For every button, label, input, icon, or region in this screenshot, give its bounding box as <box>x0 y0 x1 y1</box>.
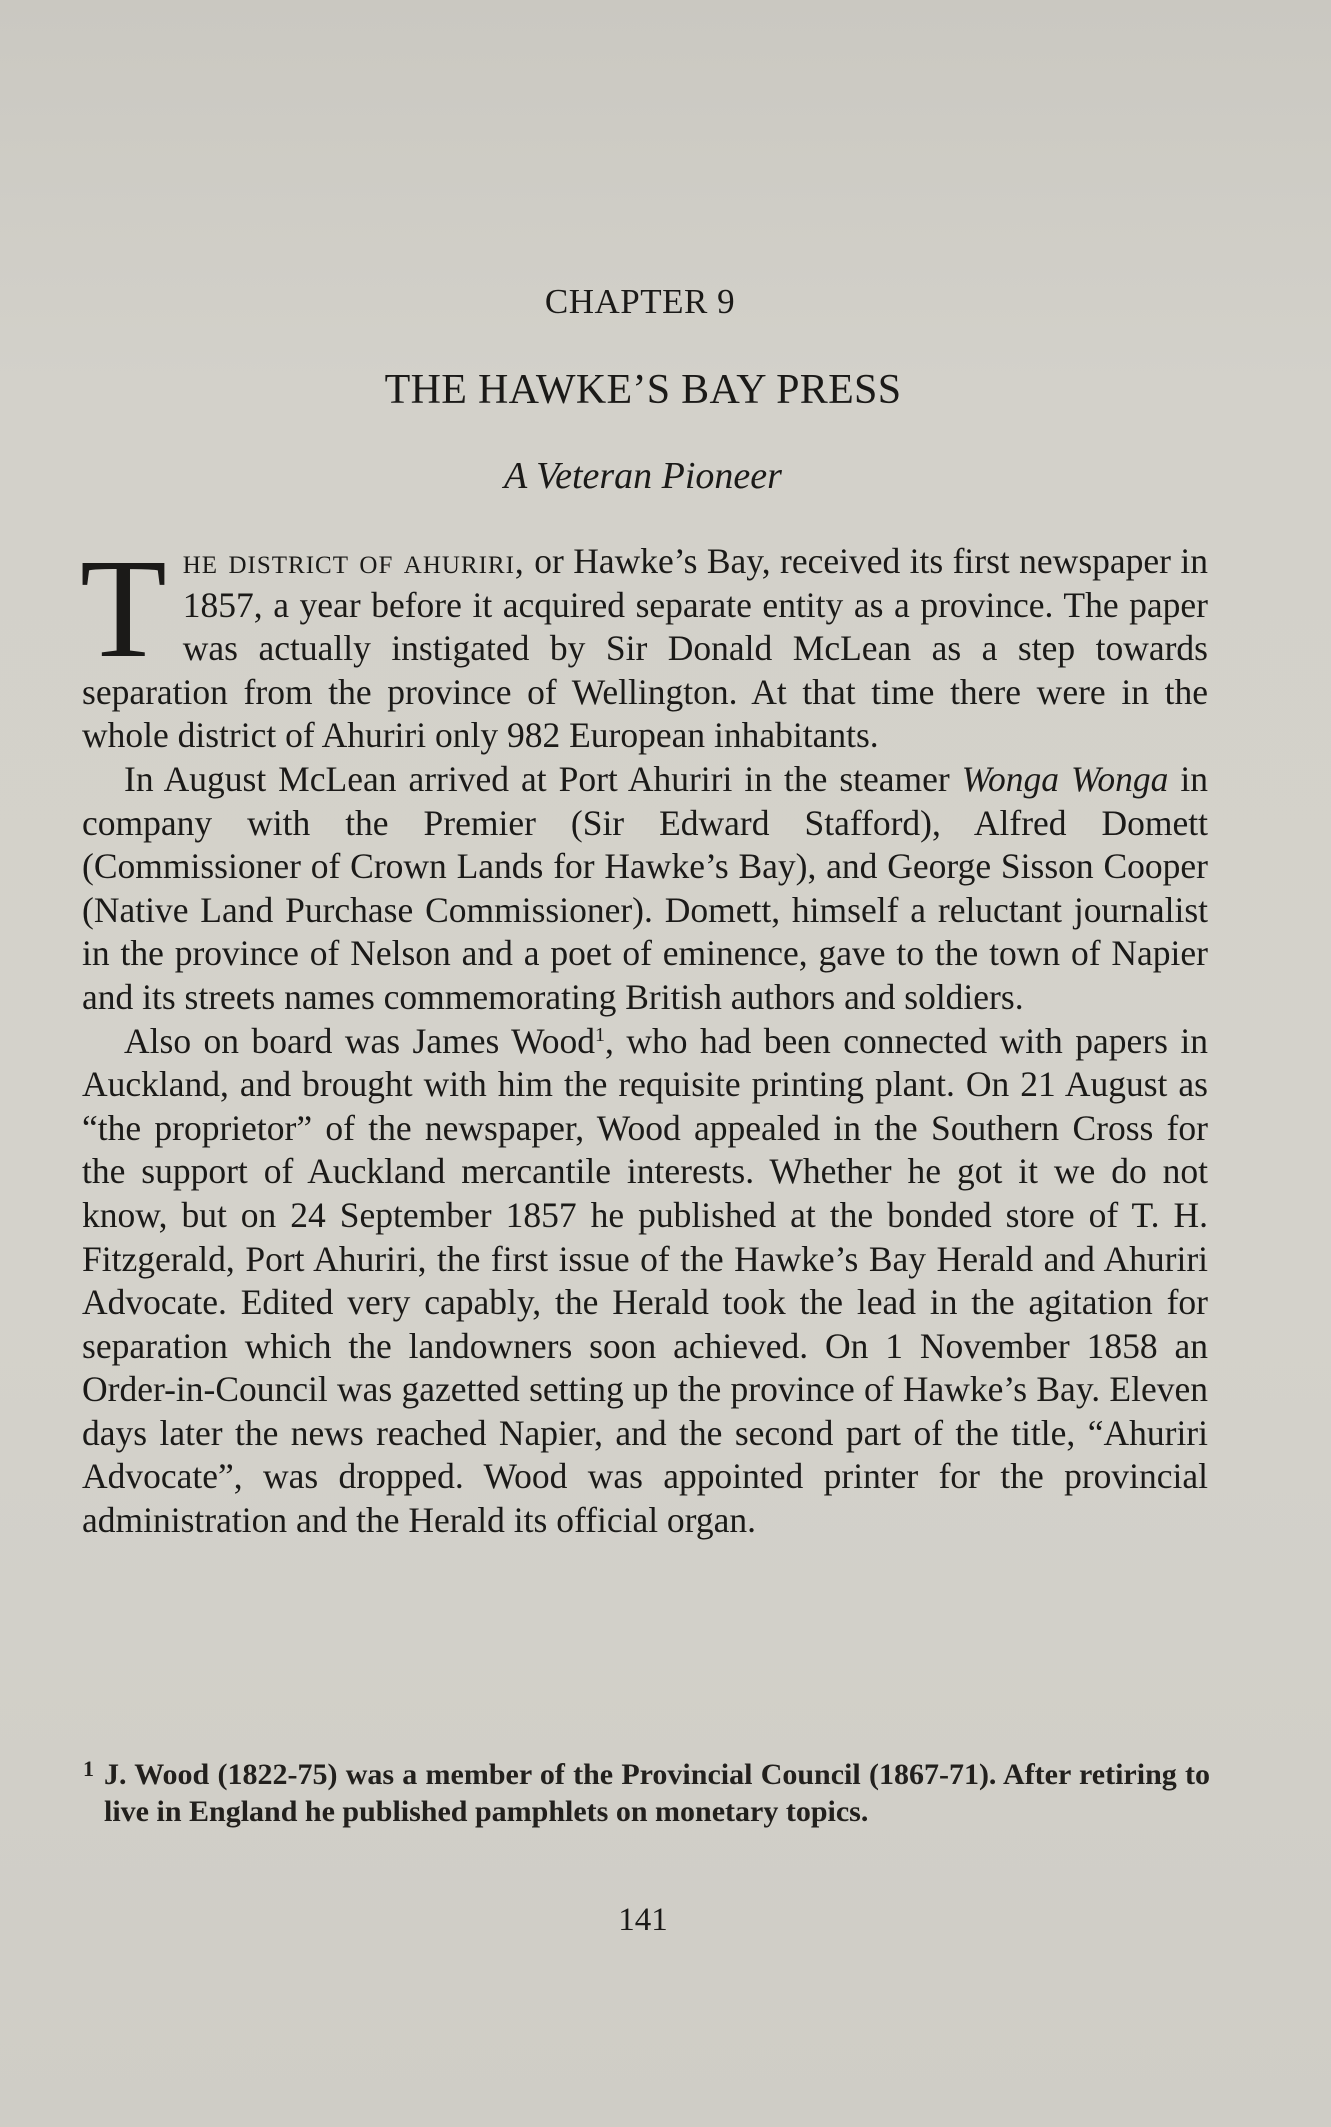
chapter-subtitle: A Veteran Pioneer <box>504 455 782 497</box>
paragraph-3-rest: , who had been connected with papers in Auckland, and brought with him the requisite printing plant. On 21 August as “the proprietor” of the newspaper, Wood appealed in the Southern Cross for the support of Auckland mercantile interests. Whether he got it we do not know, but on 24 September 1857 he published at the bonded store of T. H. Fitzgerald, Port Ahuriri, the first issue of the Hawke’s Bay Herald and Ahuriri Advocate. Edited very capably, the Herald took the lead in the agitation for separation which the landowners soon achieved. On 1 November 1858 an Order-in-Council was gazetted setting up the province of Hawke’s Bay. Eleven days later the news reached Napier, and the second part of the title, “Ahuriri Advocate”, was dropped. Wood was appointed printer for the provincial administration and the Herald its official organ. <box>82 1020 1208 1541</box>
body-text <box>80 529 1208 1543</box>
paragraph-2-rest: in company with the Premier (Sir Edward Stafford), Alfred Domett (Commissioner of Crown Lands for Hawke’s Bay), and George Sisson Cooper (Native Land Purchase Commissioner). Domett, himself a reluctant journalist in the province of Nelson and a poet of eminence, gave to the town of Napier and its streets names commemorating British authors and soldiers. <box>82 758 1208 1017</box>
footnote-text: J. Wood (1822-75) was a member of the Provincial Council (1867-71). After retiring to live in England he published pamphlets on monetary topics. <box>104 1758 1210 1828</box>
footnote-mark: 1 <box>83 1756 94 1781</box>
paragraph-1 <box>80 529 1208 758</box>
paragraph-3-lead: Also on board was James Wood <box>124 1020 596 1061</box>
ship-name: Wonga Wonga <box>961 758 1169 799</box>
footnote <box>83 1756 1210 1830</box>
chapter-label: CHAPTER 9 <box>544 282 736 321</box>
chapter-title: THE HAWKE’S BAY PRESS <box>384 367 902 413</box>
paragraph-2 <box>82 758 1208 1020</box>
paragraph-3 <box>82 1020 1208 1543</box>
drop-cap: T <box>80 529 167 687</box>
page-number: 141 <box>618 1902 668 1938</box>
paragraph-1-text: or Hawke’s Bay, received its first newspaper in 1857, a year before it acquired separate entity as a province. The paper was actually instigated by Sir Donald McLean as a step towards separation from the province of Wellington. At that time there were in the whole district of Ahuriri only 982 European inhabitants. <box>82 541 1208 756</box>
footnote-reference: 1 <box>595 1023 606 1046</box>
paragraph-2-lead: In August McLean arrived at Port Ahuriri in the steamer <box>124 758 962 799</box>
paragraph-1-smallcaps: he district of ahuriri, <box>182 541 525 581</box>
